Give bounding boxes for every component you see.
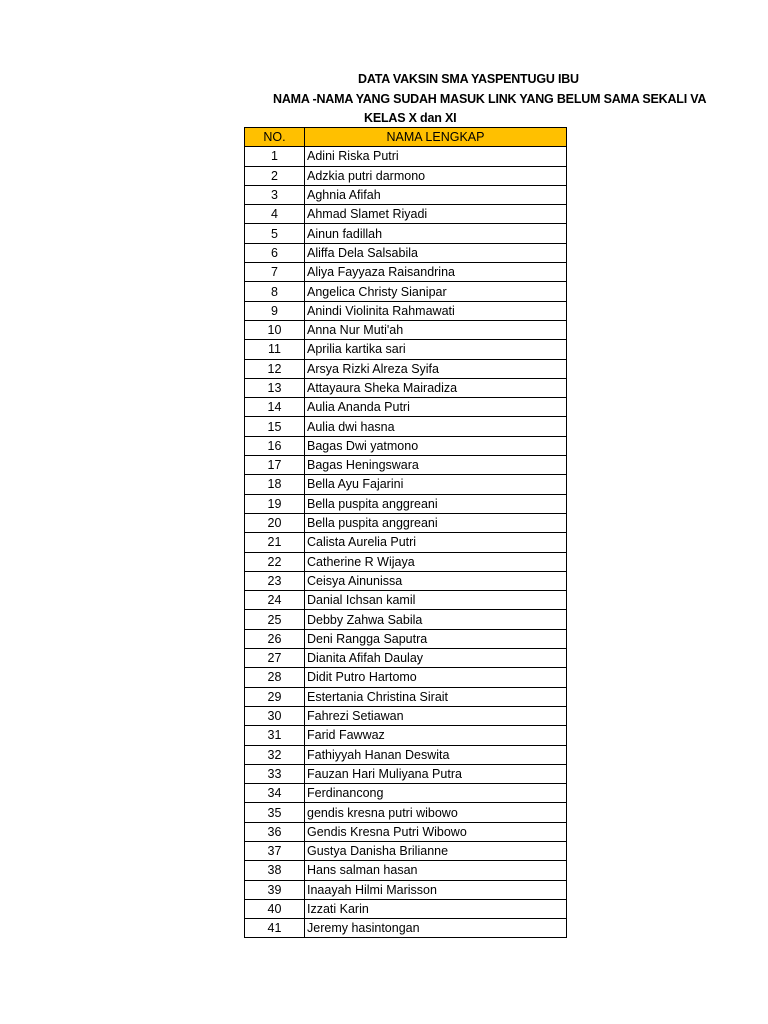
table-row bbox=[245, 591, 567, 610]
table-row bbox=[245, 475, 567, 494]
full-name-cell: Ceisya Ainunissa bbox=[305, 571, 567, 590]
row-number-cell: 20 bbox=[245, 513, 305, 532]
vaccine-name-table bbox=[244, 127, 567, 938]
table-row bbox=[245, 745, 567, 764]
row-number-cell: 35 bbox=[245, 803, 305, 822]
table-row bbox=[245, 861, 567, 880]
row-number-cell: 41 bbox=[245, 919, 305, 938]
row-number-cell: 34 bbox=[245, 784, 305, 803]
table-row bbox=[245, 803, 567, 822]
full-name-cell: Arsya Rizki Alreza Syifa bbox=[305, 359, 567, 378]
table-row bbox=[245, 436, 567, 455]
row-number-cell: 25 bbox=[245, 610, 305, 629]
table-row bbox=[245, 919, 567, 938]
full-name-cell: Anna Nur Muti'ah bbox=[305, 320, 567, 339]
table-row bbox=[245, 224, 567, 243]
row-number-cell: 26 bbox=[245, 629, 305, 648]
row-number-cell: 33 bbox=[245, 764, 305, 783]
row-number-cell: 5 bbox=[245, 224, 305, 243]
column-header-no: NO. bbox=[245, 128, 305, 147]
table-row bbox=[245, 533, 567, 552]
full-name-cell: Fahrezi Setiawan bbox=[305, 706, 567, 725]
full-name-cell: Aliya Fayyaza Raisandrina bbox=[305, 263, 567, 282]
full-name-cell: Bella Ayu Fajarini bbox=[305, 475, 567, 494]
row-number-cell: 28 bbox=[245, 668, 305, 687]
row-number-cell: 11 bbox=[245, 340, 305, 359]
row-number-cell: 36 bbox=[245, 822, 305, 841]
full-name-cell: Dianita Afifah Daulay bbox=[305, 649, 567, 668]
full-name-cell: Danial Ichsan kamil bbox=[305, 591, 567, 610]
row-number-cell: 14 bbox=[245, 398, 305, 417]
full-name-cell: Aprilia kartika sari bbox=[305, 340, 567, 359]
table-row bbox=[245, 185, 567, 204]
table-row bbox=[245, 629, 567, 648]
table-row bbox=[245, 378, 567, 397]
row-number-cell: 38 bbox=[245, 861, 305, 880]
table-row bbox=[245, 166, 567, 185]
row-number-cell: 10 bbox=[245, 320, 305, 339]
row-number-cell: 37 bbox=[245, 841, 305, 860]
full-name-cell: Hans salman hasan bbox=[305, 861, 567, 880]
table-row bbox=[245, 784, 567, 803]
row-number-cell: 1 bbox=[245, 147, 305, 166]
row-number-cell: 7 bbox=[245, 263, 305, 282]
row-number-cell: 19 bbox=[245, 494, 305, 513]
full-name-cell: Didit Putro Hartomo bbox=[305, 668, 567, 687]
row-number-cell: 32 bbox=[245, 745, 305, 764]
table-row bbox=[245, 649, 567, 668]
full-name-cell: Bella puspita anggreani bbox=[305, 513, 567, 532]
full-name-cell: Bagas Heningswara bbox=[305, 456, 567, 475]
table-row bbox=[245, 571, 567, 590]
table-row bbox=[245, 764, 567, 783]
full-name-cell: Adzkia putri darmono bbox=[305, 166, 567, 185]
row-number-cell: 40 bbox=[245, 899, 305, 918]
column-header-name: NAMA LENGKAP bbox=[305, 128, 567, 147]
full-name-cell: Ahmad Slamet Riyadi bbox=[305, 205, 567, 224]
table-row bbox=[245, 513, 567, 532]
full-name-cell: Aliffa Dela Salsabila bbox=[305, 243, 567, 262]
table-header-row bbox=[245, 128, 567, 147]
table-row bbox=[245, 552, 567, 571]
title-line-2: NAMA -NAMA YANG SUDAH MASUK LINK YANG BELUM SAMA SEKALI VA bbox=[273, 92, 707, 106]
table-row bbox=[245, 610, 567, 629]
row-number-cell: 13 bbox=[245, 378, 305, 397]
table-body bbox=[245, 147, 567, 938]
row-number-cell: 31 bbox=[245, 726, 305, 745]
table-row bbox=[245, 456, 567, 475]
full-name-cell: Aghnia Afifah bbox=[305, 185, 567, 204]
table-row bbox=[245, 301, 567, 320]
row-number-cell: 4 bbox=[245, 205, 305, 224]
full-name-cell: Adini Riska Putri bbox=[305, 147, 567, 166]
full-name-cell: Angelica Christy Sianipar bbox=[305, 282, 567, 301]
row-number-cell: 2 bbox=[245, 166, 305, 185]
full-name-cell: Aulia Ananda Putri bbox=[305, 398, 567, 417]
row-number-cell: 12 bbox=[245, 359, 305, 378]
full-name-cell: Farid Fawwaz bbox=[305, 726, 567, 745]
row-number-cell: 9 bbox=[245, 301, 305, 320]
full-name-cell: Bella puspita anggreani bbox=[305, 494, 567, 513]
full-name-cell: Calista Aurelia Putri bbox=[305, 533, 567, 552]
row-number-cell: 22 bbox=[245, 552, 305, 571]
table-row bbox=[245, 822, 567, 841]
full-name-cell: Jeremy hasintongan bbox=[305, 919, 567, 938]
full-name-cell: Debby Zahwa Sabila bbox=[305, 610, 567, 629]
row-number-cell: 8 bbox=[245, 282, 305, 301]
table-row bbox=[245, 263, 567, 282]
table-row bbox=[245, 398, 567, 417]
full-name-cell: Estertania Christina Sirait bbox=[305, 687, 567, 706]
full-name-cell: Ainun fadillah bbox=[305, 224, 567, 243]
full-name-cell: Inaayah Hilmi Marisson bbox=[305, 880, 567, 899]
full-name-cell: Bagas Dwi yatmono bbox=[305, 436, 567, 455]
row-number-cell: 27 bbox=[245, 649, 305, 668]
row-number-cell: 18 bbox=[245, 475, 305, 494]
full-name-cell: Catherine R Wijaya bbox=[305, 552, 567, 571]
full-name-cell: Izzati Karin bbox=[305, 899, 567, 918]
table-row bbox=[245, 320, 567, 339]
table-row bbox=[245, 494, 567, 513]
full-name-cell: Aulia dwi hasna bbox=[305, 417, 567, 436]
full-name-cell: Ferdinancong bbox=[305, 784, 567, 803]
row-number-cell: 24 bbox=[245, 591, 305, 610]
table-row bbox=[245, 726, 567, 745]
full-name-cell: gendis kresna putri wibowo bbox=[305, 803, 567, 822]
full-name-cell: Fauzan Hari Muliyana Putra bbox=[305, 764, 567, 783]
title-line-1: DATA VAKSIN SMA YASPENTUGU IBU bbox=[358, 72, 579, 86]
row-number-cell: 15 bbox=[245, 417, 305, 436]
row-number-cell: 16 bbox=[245, 436, 305, 455]
row-number-cell: 6 bbox=[245, 243, 305, 262]
title-line-3: KELAS X dan XI bbox=[364, 111, 457, 125]
full-name-cell: Gustya Danisha Brilianne bbox=[305, 841, 567, 860]
row-number-cell: 21 bbox=[245, 533, 305, 552]
full-name-cell: Fathiyyah Hanan Deswita bbox=[305, 745, 567, 764]
table-row bbox=[245, 417, 567, 436]
table-row bbox=[245, 687, 567, 706]
table-row bbox=[245, 147, 567, 166]
full-name-cell: Gendis Kresna Putri Wibowo bbox=[305, 822, 567, 841]
row-number-cell: 3 bbox=[245, 185, 305, 204]
table-row bbox=[245, 282, 567, 301]
table-row bbox=[245, 668, 567, 687]
row-number-cell: 17 bbox=[245, 456, 305, 475]
table-row bbox=[245, 899, 567, 918]
row-number-cell: 29 bbox=[245, 687, 305, 706]
table-row bbox=[245, 205, 567, 224]
table-row bbox=[245, 841, 567, 860]
full-name-cell: Anindi Violinita Rahmawati bbox=[305, 301, 567, 320]
row-number-cell: 23 bbox=[245, 571, 305, 590]
full-name-cell: Attayaura Sheka Mairadiza bbox=[305, 378, 567, 397]
table-row bbox=[245, 706, 567, 725]
table-row bbox=[245, 359, 567, 378]
table-row bbox=[245, 880, 567, 899]
row-number-cell: 30 bbox=[245, 706, 305, 725]
table-row bbox=[245, 243, 567, 262]
row-number-cell: 39 bbox=[245, 880, 305, 899]
table-row bbox=[245, 340, 567, 359]
full-name-cell: Deni Rangga Saputra bbox=[305, 629, 567, 648]
